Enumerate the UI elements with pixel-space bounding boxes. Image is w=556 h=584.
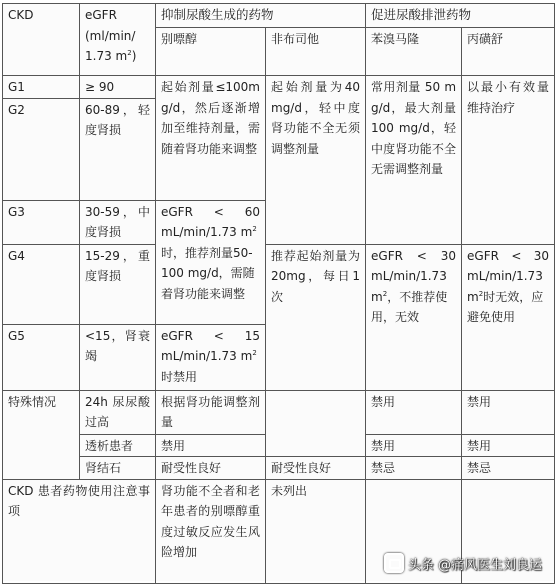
benzbromarone-g4-g5: eGFR < 30 mL/min/1.73 $m^2$，不推荐使用，无效	[366, 244, 462, 390]
special-dialysis-condition: 透析患者	[80, 434, 156, 457]
febuxostat-g1-g3: 起始剂量为40 mg/d，轻中度肾功能不全无须调整剂量	[266, 76, 366, 245]
special-24h-probenecid: 禁用	[462, 390, 555, 434]
watermark-text: 头条 @痛风医生刘良运	[407, 557, 542, 573]
special-dialysis-allopurinol: 禁用	[156, 434, 266, 457]
special-24h-febuxostat	[266, 390, 366, 457]
header-allopurinol: 别嘌醇	[156, 28, 266, 76]
special-dialysis-probenecid: 禁用	[462, 434, 555, 457]
header-promote-group: 促进尿酸排泄药物	[366, 4, 555, 28]
probenecid-g4-g5: eGFR < 30 mL/min/1.73 $m^2$时无效，应避免使用	[462, 244, 555, 390]
header-row-1	[3, 4, 555, 28]
header-inhibit-group: 抑制尿酸生成的药物	[156, 4, 366, 28]
row-g4	[3, 244, 555, 324]
special-stone-benzbromarone: 禁忌	[366, 457, 462, 480]
probenecid-g1-g3: 以最小有效量维持治疗	[462, 76, 555, 245]
ckd-drug-table	[2, 3, 555, 584]
watermark	[384, 553, 542, 573]
stage-g2: G2	[3, 98, 80, 200]
notes-febuxostat: 未列出	[266, 479, 366, 583]
benzbromarone-g1-g3: 常用剂量 50 mg/d，最大剂量 100 mg/d，轻中度肾功能不全无需调整剂量	[366, 76, 462, 245]
header-febuxostat: 非布司他	[266, 28, 366, 76]
special-24h-benzbromarone: 禁用	[366, 390, 462, 434]
header-ckd: CKD	[3, 4, 80, 76]
special-24h-condition: 24h 尿尿酸过高	[80, 390, 156, 434]
row-special-stone	[3, 457, 555, 480]
special-stone-probenecid: 禁忌	[462, 457, 555, 480]
header-probenecid: 丙磺舒	[462, 28, 555, 76]
egfr-g1: ≥ 90	[80, 76, 156, 99]
allopurinol-g5: eGFR < 15 mL/min/1.73 $m^2$ 时禁用	[156, 324, 266, 390]
special-stone-allopurinol: 耐受性良好	[156, 457, 266, 480]
egfr-g5: <15，肾衰竭	[80, 324, 156, 390]
special-dialysis-benzbromarone: 禁用	[366, 434, 462, 457]
egfr-g4: 15-29，重度肾损	[80, 244, 156, 324]
header-benzbromarone: 苯溴马隆	[366, 28, 462, 76]
notes-allopurinol: 肾功能不全者和老年患者的别嘌醇重度过敏反应发生风险增加	[156, 479, 266, 583]
special-24h-allopurinol: 根据肾功能调整剂量	[156, 390, 266, 434]
egfr-g2: 60-89，轻度肾损	[80, 98, 156, 200]
header-egfr: eGFR (ml/min/ 1.73 $m^2$)	[80, 4, 156, 76]
document-page	[2, 3, 554, 581]
special-stone-febuxostat: 耐受性良好	[266, 457, 366, 480]
toutiao-logo-icon	[384, 553, 404, 573]
row-g1	[3, 76, 555, 99]
special-label: 特殊情况	[3, 390, 80, 479]
stage-g1: G1	[3, 76, 80, 99]
special-stone-condition: 肾结石	[80, 457, 156, 480]
stage-g5: G5	[3, 324, 80, 390]
allopurinol-g3-g4: eGFR < 60 mL/min/1.73 $m^2$时，推荐剂量50-100 mg/d，需随着肾功能来调整	[156, 200, 266, 324]
febuxostat-g4-g5: 推荐起始剂量为20mg，每日1次	[266, 244, 366, 390]
row-special-24h	[3, 390, 555, 434]
allopurinol-g1-g2: 起始剂量≤100mg/d，然后逐渐增加至维持剂量，需随着肾功能来调整	[156, 76, 266, 201]
notes-label: CKD 患者药物使用注意事项	[3, 479, 156, 583]
egfr-g3: 30-59，中度肾损	[80, 200, 156, 244]
stage-g3: G3	[3, 200, 80, 244]
stage-g4: G4	[3, 244, 80, 324]
